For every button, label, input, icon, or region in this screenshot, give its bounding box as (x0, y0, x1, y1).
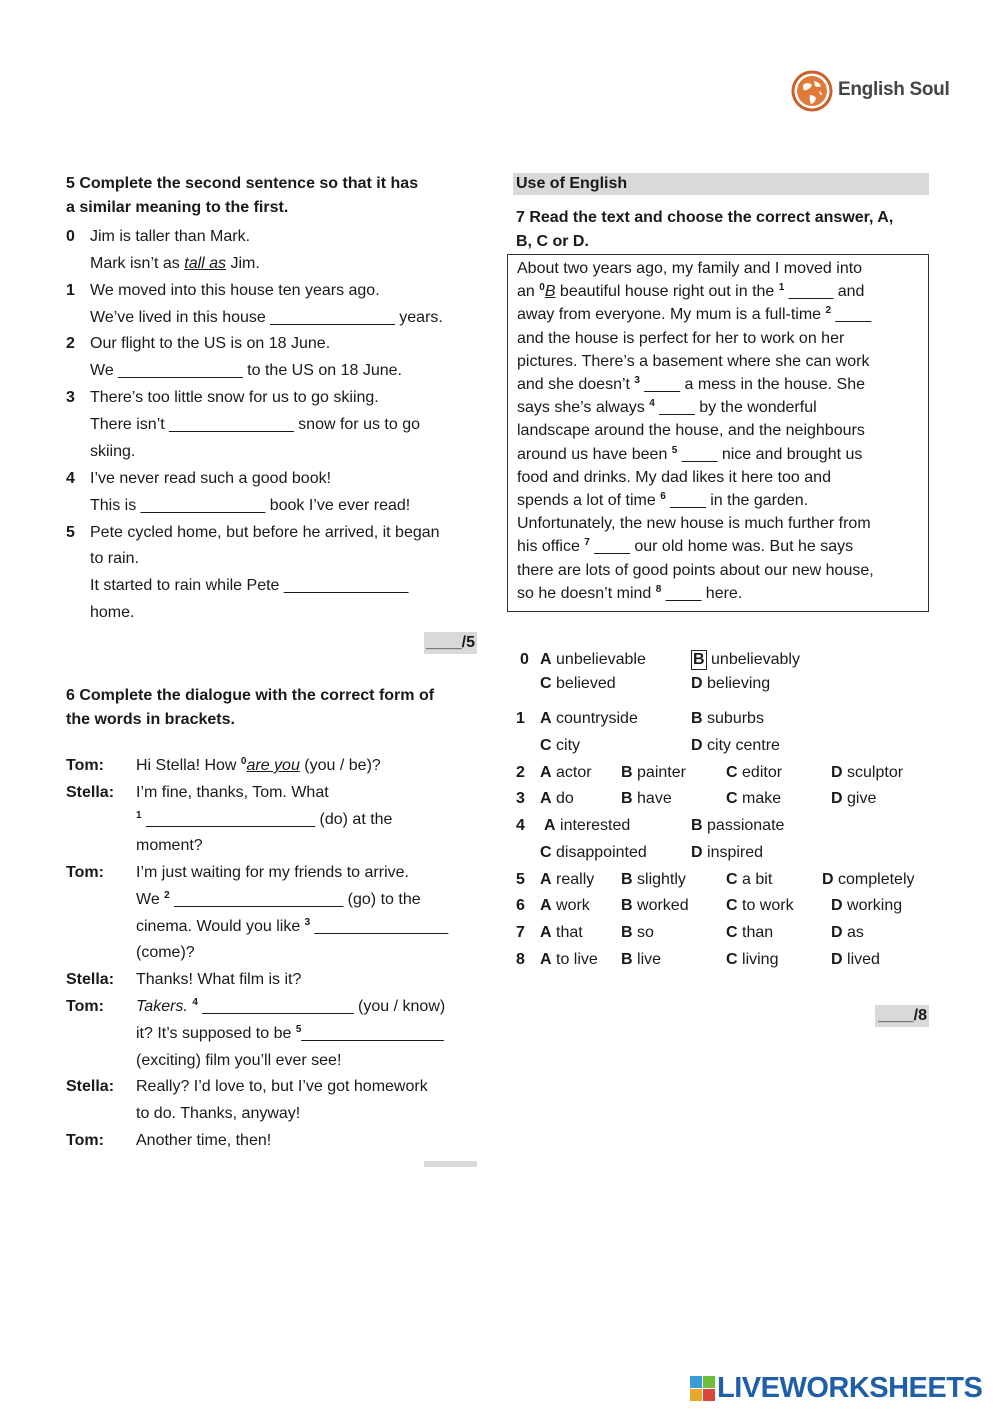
dialogue-gap[interactable]: We $^2$ ___________________ (go) to the (136, 890, 421, 908)
dialogue (66, 752, 486, 1162)
ex5-items (66, 223, 486, 633)
item-number: 1 (66, 282, 75, 299)
option-d[interactable]: D believing (691, 675, 771, 692)
option-c[interactable]: C than (726, 924, 774, 941)
example-answer: B (544, 283, 556, 301)
dialogue-line: Really? I’d love to, but I’ve got homework (136, 1078, 428, 1095)
option-c[interactable]: C city (540, 737, 581, 754)
item-gap-line-cont: home. (90, 604, 135, 621)
option-c[interactable]: C make (726, 790, 782, 807)
option-b[interactable]: B painter (621, 764, 686, 781)
speaker-stella: Stella: (66, 971, 115, 988)
item-sentence-cont: to rain. (90, 550, 139, 567)
option-c[interactable]: C a bit (726, 871, 773, 888)
speaker-stella: Stella: (66, 1078, 115, 1095)
option-a[interactable]: A do (540, 790, 574, 807)
dialogue-line: Another time, then! (136, 1132, 272, 1149)
speaker-stella: Stella: (66, 784, 115, 801)
liveworksheets-logo-icon (690, 1376, 716, 1402)
option-c[interactable]: C disappointed (540, 844, 647, 861)
option-a[interactable]: A actor (540, 764, 592, 781)
brand-name: English Soul (838, 79, 950, 100)
item-number: 2 (66, 335, 75, 352)
ex7-title: 7 Read the text and choose the correct answer, A, B, C or D. (516, 209, 894, 250)
example-answer: are you (246, 757, 300, 774)
dialogue-line: Thanks! What film is it? (136, 971, 302, 988)
dialogue-gap[interactable]: it? It’s supposed to be $^5$________________ (136, 1024, 444, 1042)
ex5-title: 5 Complete the second sentence so that it has a similar meaning to the first. (66, 175, 419, 216)
option-b[interactable]: B slightly (621, 871, 686, 888)
example-answer: tall as (184, 255, 227, 272)
speaker-tom: Tom: (66, 1132, 104, 1149)
option-d[interactable]: D completely (822, 871, 915, 888)
option-a[interactable]: A countryside (540, 710, 638, 727)
speaker-tom: Tom: (66, 998, 104, 1015)
option-a[interactable]: A to live (540, 951, 598, 968)
item-gap-line[interactable]: There isn’t ______________ snow for us to go (90, 416, 421, 433)
option-d[interactable]: D sculptor (831, 764, 904, 781)
ex5-score: ____/5 (424, 632, 477, 654)
item-sentence: Pete cycled home, but before he arrived, it began (90, 524, 440, 541)
option-b[interactable]: B suburbs (691, 710, 764, 727)
speaker-tom: Tom: (66, 864, 104, 881)
dialogue-line: (exciting) film you’ll ever see! (136, 1052, 342, 1069)
option-d[interactable]: D city centre (691, 737, 780, 754)
dialogue-line: Hi Stella! How $^0$are you (you / be)? (136, 756, 381, 774)
item-sentence: We moved into this house ten years ago. (90, 282, 380, 299)
option-c[interactable]: C believed (540, 675, 616, 692)
item-gap-line-cont: skiing. (90, 443, 136, 460)
dialogue-line: I’m just waiting for my friends to arrive. (136, 864, 409, 881)
option-b[interactable]: B so (621, 924, 654, 941)
option-c[interactable]: C living (726, 951, 779, 968)
answer-options: 0 A unbelievable B unbelievably C believed D believing 1 A countryside B suburbs C city D city centre 2 A actor B painter C editor D sculptor 3 A do B have C make D give 4 A interested B passionate C disappointed D inspired 5 A really B slightly C a bit D completely 6 A work B worked C to work D working 7 A that B so C than D as 8 A to live B live C living D lived (516, 646, 936, 976)
option-d[interactable]: D give (831, 790, 877, 807)
option-b[interactable]: B passionate (691, 817, 785, 834)
option-a[interactable]: A that (540, 924, 583, 941)
item-number: 0 (66, 228, 75, 245)
item-number: 4 (66, 470, 75, 487)
item-sentence: I’ve never read such a good book! (90, 470, 332, 487)
ex6-title: 6 Complete the dialogue with the correct form of the words in brackets. (66, 687, 435, 728)
option-d[interactable]: D inspired (691, 844, 764, 861)
globe-logo-icon (790, 69, 834, 113)
dialogue-gap[interactable]: cinema. Would you like $^3$ _______________ (136, 917, 449, 935)
reading-text-box: About two years ago, my family and I moved into an $^0$B beautiful house right out in the $^1$ _____ and away from everyone. My mum is a full-time $^2$ ____ and the house is perfect for her to work on her pictures. There’s a basement where she can work and she doesn’t $^3$ ____ a mess in the house. She says she’s always $^4$ ____ by the wonderful landscape around the house, and the neighbours around us have been $^5$ ____ nice and brought us food and drinks. My dad likes it here too and spends a lot of time $^6$ ____ in the garden. Unfortunately, the new house is much further from his office $^7$ ____ our old home was. But he says there are lots of good points about our new house, so he doesn’t mind $^8$ ____ here. (507, 254, 929, 612)
dialogue-gap[interactable]: Takers. $^4$ _________________ (you / know) (136, 997, 446, 1015)
dialogue-line: (come)? (136, 944, 195, 961)
logo (790, 68, 950, 114)
option-a[interactable]: A really (540, 871, 595, 888)
ex6-score-bar (424, 1161, 477, 1167)
item-gap-line[interactable]: We’ve lived in this house ______________ years. (90, 309, 443, 326)
option-d[interactable]: D as (831, 924, 864, 941)
item-sentence: Our flight to the US is on 18 June. (90, 335, 331, 352)
item-answer-line: Mark isn’t as tall as Jim. (90, 255, 260, 272)
dialogue-line: moment? (136, 837, 203, 854)
option-d[interactable]: D working (831, 897, 903, 914)
option-a[interactable]: A interested (544, 817, 631, 834)
item-gap-line[interactable]: It started to rain while Pete ______________ (90, 577, 409, 594)
option-b[interactable]: B worked (621, 897, 689, 914)
option-d[interactable]: D lived (831, 951, 880, 968)
option-c[interactable]: C to work (726, 897, 794, 914)
footer-brand (690, 1372, 990, 1404)
item-number: 5 (66, 524, 75, 541)
option-b[interactable]: B live (621, 951, 662, 968)
item-gap-line[interactable]: This is ______________ book I’ve ever read! (90, 497, 411, 514)
dialogue-gap[interactable]: $^1$ ___________________ (do) at the (136, 810, 393, 828)
option-b[interactable]: B have (621, 790, 672, 807)
text-line-gaps: an $^0$B beautiful house right out in the $^1$ _____ and (517, 282, 865, 301)
ex7-score: ____/8 (875, 1005, 929, 1027)
item-gap-line[interactable]: We ______________ to the US on 18 June. (90, 362, 402, 379)
option-a[interactable]: A unbelievable (540, 651, 646, 668)
section-header: Use of English (513, 173, 929, 195)
footer-brand-name: LIVEWORKSHEETS (717, 1372, 983, 1404)
dialogue-line: to do. Thanks, anyway! (136, 1105, 301, 1122)
option-c[interactable]: C editor (726, 764, 783, 781)
dialogue-line: I’m fine, thanks, Tom. What (136, 784, 329, 801)
item-sentence: There’s too little snow for us to go skiing. (90, 389, 379, 406)
item-number: 3 (66, 389, 75, 406)
option-b-selected[interactable]: B unbelievably (693, 651, 800, 668)
speaker-tom: Tom: (66, 757, 104, 774)
item-sentence: Jim is taller than Mark. (90, 228, 251, 245)
option-a[interactable]: A work (540, 897, 590, 914)
